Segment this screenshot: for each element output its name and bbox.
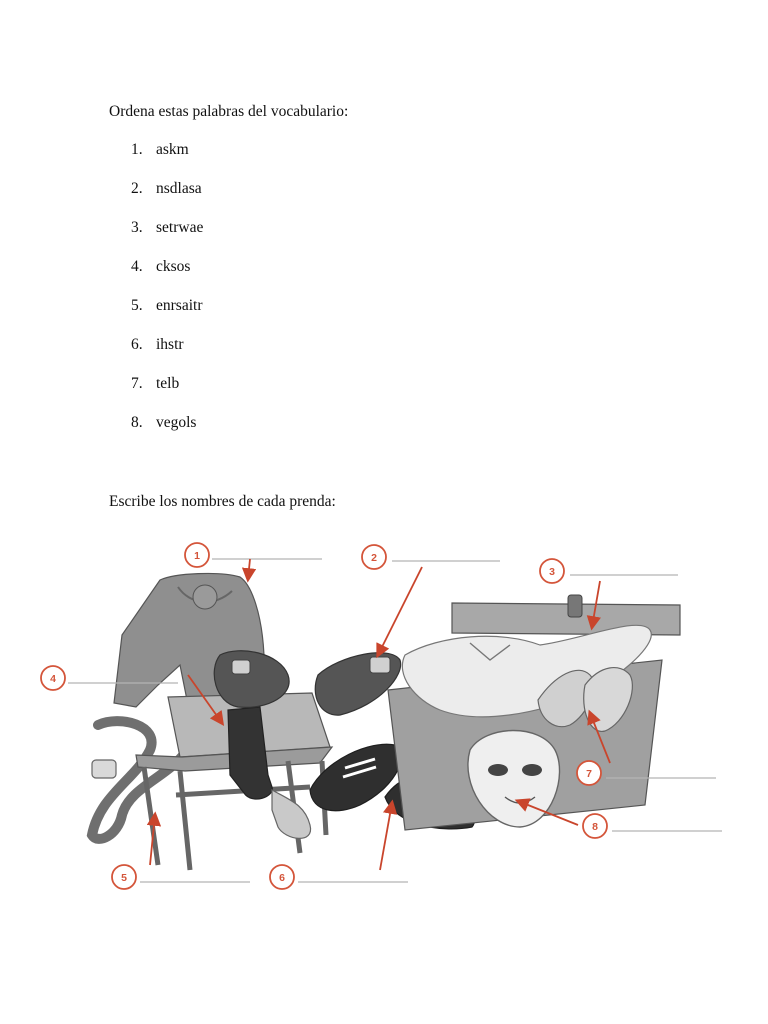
vocabulary-instruction: Ordena estas palabras del vocabulario: (109, 103, 349, 120)
svg-text:5: 5 (121, 872, 127, 884)
scrambled-word: nsdlasa (156, 180, 202, 197)
list-item (131, 257, 203, 296)
list-item (131, 218, 203, 257)
item-number: 6. (131, 336, 143, 353)
list-item (131, 140, 203, 179)
list-item (131, 179, 203, 218)
scrambled-word: vegols (156, 414, 197, 431)
item-number: 5. (131, 297, 143, 314)
item-number: 4. (131, 258, 143, 275)
callout-badge-3 (540, 559, 564, 583)
scrambled-word: telb (156, 375, 180, 392)
arrow-2 (378, 567, 422, 655)
scrambled-word: enrsaitr (156, 297, 203, 314)
list-item (131, 374, 203, 413)
labeling-instruction: Escribe los nombres de cada prenda: (109, 493, 336, 510)
svg-text:3: 3 (549, 566, 555, 578)
svg-text:7: 7 (586, 768, 592, 780)
callout-badge-5 (112, 865, 136, 889)
item-number: 7. (131, 375, 143, 392)
callout-badge-6 (270, 865, 294, 889)
svg-text:8: 8 (592, 821, 598, 833)
scrambled-word: ihstr (156, 336, 184, 353)
scrambled-word-list (131, 140, 203, 452)
callout-badge-8 (583, 814, 607, 838)
item-number: 3. (131, 219, 143, 236)
callout-badge-4 (41, 666, 65, 690)
item-number: 1. (131, 141, 143, 158)
belt-drawing (92, 721, 190, 839)
list-item (131, 335, 203, 374)
callout-badge-1 (185, 543, 209, 567)
arrow-1 (248, 559, 250, 579)
callout-badge-7 (577, 761, 601, 785)
svg-text:4: 4 (50, 673, 56, 685)
svg-text:1: 1 (194, 550, 200, 562)
scrambled-word: cksos (156, 258, 191, 275)
clothing-illustration (40, 535, 730, 895)
callout-badge-2 (362, 545, 386, 569)
list-item (131, 413, 203, 452)
item-number: 2. (131, 180, 143, 197)
arrow-6 (380, 803, 392, 870)
svg-text:2: 2 (371, 552, 377, 564)
item-number: 8. (131, 414, 143, 431)
list-item (131, 296, 203, 335)
scrambled-word: setrwae (156, 219, 204, 236)
svg-text:6: 6 (279, 872, 285, 884)
scrambled-word: askm (156, 141, 189, 158)
